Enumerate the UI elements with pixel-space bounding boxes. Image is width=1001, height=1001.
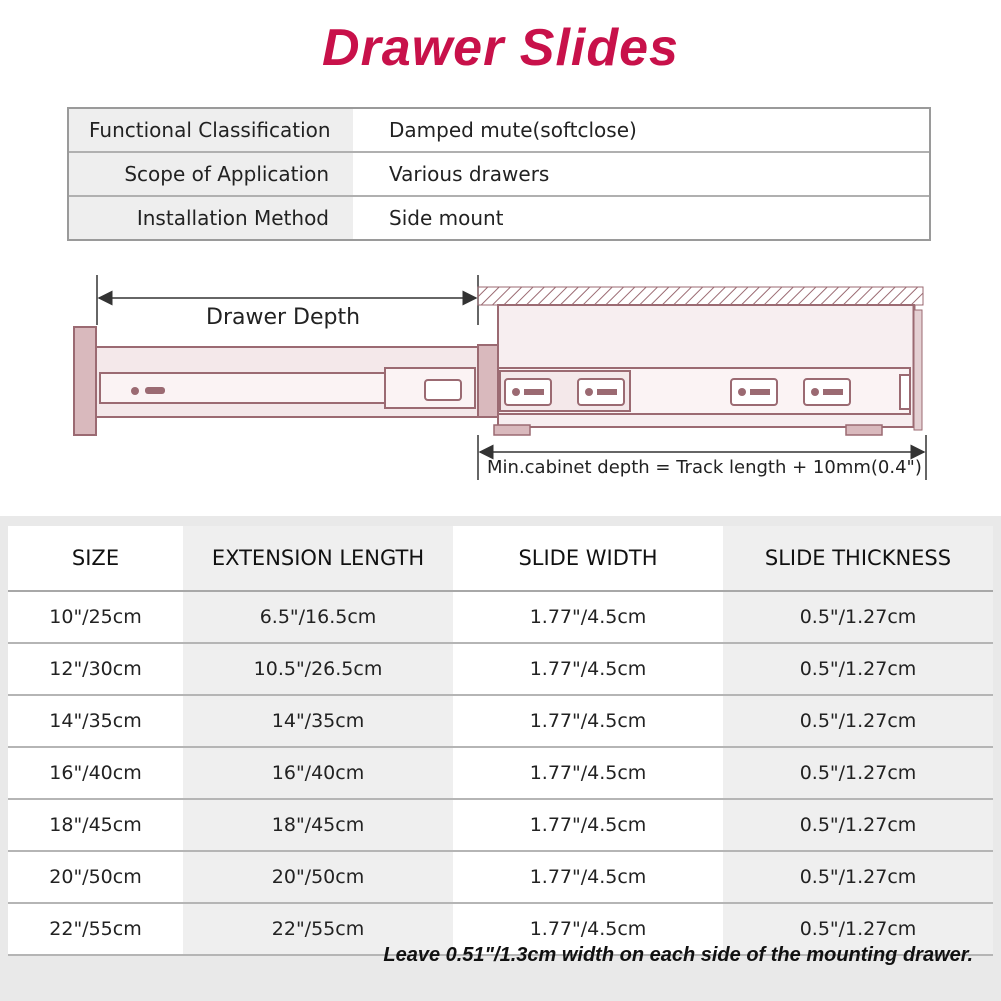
table-cell: 0.5"/1.27cm: [723, 747, 993, 799]
table-cell: 18"/45cm: [8, 799, 183, 851]
table-cell: 20"/50cm: [183, 851, 453, 903]
table-row: [8, 747, 993, 799]
spec-value: Various drawers: [353, 153, 929, 195]
table-cell: 0.5"/1.27cm: [723, 695, 993, 747]
spec-table: [67, 107, 931, 241]
column-header: SLIDE THICKNESS: [723, 526, 993, 591]
table-cell: 1.77"/4.5cm: [453, 747, 723, 799]
drawer-depth-label: Drawer Depth: [206, 305, 361, 330]
spec-value: Side mount: [353, 197, 929, 239]
page-title: Drawer Slides: [322, 19, 679, 77]
mounting-note: Leave 0.51"/1.3cm width on each side of the mounting drawer.: [383, 944, 973, 966]
column-header: EXTENSION LENGTH: [183, 526, 453, 591]
table-row: [8, 799, 993, 851]
spec-key: Installation Method: [69, 197, 353, 239]
table-cell: 0.5"/1.27cm: [723, 851, 993, 903]
table-cell: 10.5"/26.5cm: [183, 643, 453, 695]
table-cell: 18"/45cm: [183, 799, 453, 851]
size-table: [8, 526, 993, 956]
table-cell: 12"/30cm: [8, 643, 183, 695]
table-cell: 10"/25cm: [8, 591, 183, 643]
table-cell: 0.5"/1.27cm: [723, 591, 993, 643]
table-cell: 22"/55cm: [183, 903, 453, 955]
spec-row: [69, 153, 929, 197]
size-table-panel: [0, 516, 1001, 1001]
table-row: [8, 695, 993, 747]
table-header-row: [8, 526, 993, 591]
table-cell: 20"/50cm: [8, 851, 183, 903]
table-cell: 14"/35cm: [183, 695, 453, 747]
table-row: [8, 591, 993, 643]
table-cell: 16"/40cm: [8, 747, 183, 799]
table-cell: 1.77"/4.5cm: [453, 643, 723, 695]
table-row: [8, 851, 993, 903]
table-cell: 14"/35cm: [8, 695, 183, 747]
spec-key: Functional Classification: [69, 109, 353, 151]
table-cell: 0.5"/1.27cm: [723, 903, 993, 955]
cabinet-depth-formula: Min.cabinet depth = Track length + 10mm(0.4"): [487, 457, 922, 478]
table-cell: 1.77"/4.5cm: [453, 851, 723, 903]
table-cell: 0.5"/1.27cm: [723, 799, 993, 851]
spec-row: [69, 109, 929, 153]
column-header: SIZE: [8, 526, 183, 591]
spec-key: Scope of Application: [69, 153, 353, 195]
table-cell: 6.5"/16.5cm: [183, 591, 453, 643]
table-cell: 16"/40cm: [183, 747, 453, 799]
table-row: [8, 643, 993, 695]
spec-value: Damped mute(softclose): [353, 109, 929, 151]
column-header: SLIDE WIDTH: [453, 526, 723, 591]
slide-diagram: [0, 265, 1001, 495]
table-cell: 0.5"/1.27cm: [723, 643, 993, 695]
table-cell: 22"/55cm: [8, 903, 183, 955]
table-cell: 1.77"/4.5cm: [453, 903, 723, 955]
table-cell: 1.77"/4.5cm: [453, 591, 723, 643]
table-cell: 1.77"/4.5cm: [453, 799, 723, 851]
spec-row: [69, 197, 929, 239]
table-cell: 1.77"/4.5cm: [453, 695, 723, 747]
